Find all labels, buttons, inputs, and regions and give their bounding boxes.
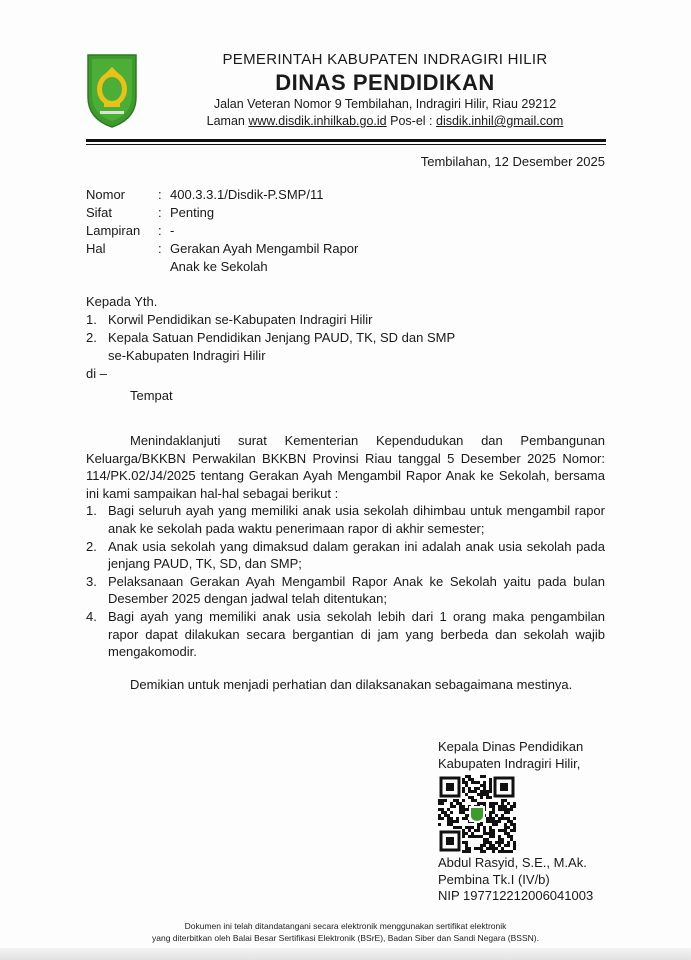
hal-value-line1: Gerakan Ayah Mengambil Rapor <box>170 241 359 256</box>
sifat-label: Sifat <box>86 205 113 220</box>
nomor-value: 400.3.3.1/Disdik-P.SMP/11 <box>170 187 324 202</box>
tempat-line: Tempat <box>130 388 173 403</box>
point-text: Bagi ayah yang memiliki anak usia sekolah lebih dari 1 orang maka pengambilan rapor dapat dilakukan secara bergantian di jam yang berbeda dan sekolah wajib mengakomodir. <box>108 608 605 660</box>
header-divider-thin <box>86 144 606 145</box>
recipient-number: 1. <box>86 312 97 327</box>
letterhead <box>170 50 600 130</box>
website-label: Laman <box>206 114 245 128</box>
closing-statement: Demikian untuk menjadi perhatian dan dilaksanakan sebagaimana mestinya. <box>130 677 573 692</box>
list-item <box>86 573 605 608</box>
hal-label: Hal <box>86 241 106 256</box>
footnote-line1: Dokumen ini telah ditandatangani secara elektronik menggunakan sertifikat elektronik <box>184 921 507 931</box>
point-text: Bagi seluruh ayah yang memiliki anak usia sekolah dihimbau untuk mengambil rapor anak ke sekolah pada waktu penerimaan rapor di akhir semester; <box>108 503 605 536</box>
footnote-line2: yang diterbitkan oleh Balai Besar Sertifikasi Elektronik (BSrE), Badan Siber dan Sandi Negara (BSSN). <box>152 933 539 943</box>
website-link[interactable]: www.disdik.inhilkab.go.id <box>248 114 387 128</box>
page-bottom-shadow <box>0 948 691 960</box>
point-text: Anak usia sekolah yang dimaksud dalam gerakan ini adalah anak usia sekolah pada jenjang PAUD, TK, SD, dan SMP; <box>108 538 605 572</box>
recipient-text: Kepala Satuan Pendidikan Jenjang PAUD, TK, SD dan SMP <box>108 330 456 345</box>
points-list <box>86 502 605 660</box>
recipient-text: Korwil Pendidikan se-Kabupaten Indragiri Hilir <box>108 312 373 327</box>
colon: : <box>158 223 162 238</box>
nomor-label: Nomor <box>86 187 126 202</box>
colon: : <box>158 241 162 256</box>
recipient-item-continuation: se-Kabupaten Indragiri Hilir <box>108 348 266 363</box>
email-label: Pos-el : <box>390 114 433 128</box>
recipient-item <box>86 329 606 347</box>
colon: : <box>158 205 162 220</box>
list-item <box>86 502 605 537</box>
letter-date: Tembilahan, 12 Desember 2025 <box>420 154 605 169</box>
government-name: PEMERINTAH KABUPATEN INDRAGIRI HILIR <box>222 51 548 68</box>
agency-address: Jalan Veteran Nomor 9 Tembilahan, Indragiri Hilir, Riau 29212 <box>213 97 557 111</box>
recipient-number: 2. <box>86 330 97 345</box>
colon: : <box>158 187 162 202</box>
letter-body <box>86 432 605 661</box>
list-item <box>86 538 605 573</box>
point-number: 2. <box>86 538 97 554</box>
sifat-value: Penting <box>170 205 215 220</box>
qr-code-icon <box>438 775 516 853</box>
recipient-item <box>86 311 606 329</box>
point-text: Pelaksanaan Gerakan Ayah Mengambil Rapor Anak ke Sekolah yaitu pada bulan Desember 2025 dengan jadwal telah ditentukan; <box>108 573 605 607</box>
recipient-block <box>86 293 606 405</box>
signatory-name: Abdul Rasyid, S.E., M.Ak. <box>438 855 587 870</box>
signatory-details <box>438 855 593 905</box>
greeting: Kepada Yth. <box>86 294 158 309</box>
point-number: 3. <box>86 573 97 589</box>
intro-paragraph: Menindaklanjuti surat Kementerian Kependudukan dan Pembangunan Keluarga/BKKBN Perwakilan BKKBN Provinsi Riau tanggal 5 Desember 2025 Nomor: 114/PK.02/J4/2025 tentang Gerakan Ayah Mengambil Rapor Anak ke Sekolah, bersama ini kami sampaikan hal-hal sebagai berikut : <box>86 433 605 501</box>
list-item <box>86 608 605 661</box>
email-link[interactable]: disdik.inhil@gmail.com <box>436 114 564 128</box>
signatory-nip: NIP 197712212006041003 <box>438 888 594 903</box>
di-line: di – <box>86 366 107 381</box>
signatory-title <box>438 739 583 772</box>
signatory-title-line1: Kepala Dinas Pendidikan <box>438 739 584 754</box>
lampiran-value: - <box>170 223 175 238</box>
agency-name: DINAS PENDIDIKAN <box>275 70 495 95</box>
contact-line <box>170 113 600 130</box>
e-signature-footnote <box>100 920 591 944</box>
signatory-rank: Pembina Tk.I (IV/b) <box>438 871 550 887</box>
point-number: 1. <box>86 503 97 519</box>
lampiran-label: Lampiran <box>86 223 141 238</box>
letter-meta <box>86 186 358 276</box>
point-number: 4. <box>86 608 97 624</box>
hal-value-line2: Anak ke Sekolah <box>170 259 268 274</box>
signatory-title-line2: Kabupaten Indragiri Hilir, <box>438 755 581 771</box>
header-divider-thick <box>86 139 606 142</box>
regency-emblem-icon <box>86 53 138 129</box>
